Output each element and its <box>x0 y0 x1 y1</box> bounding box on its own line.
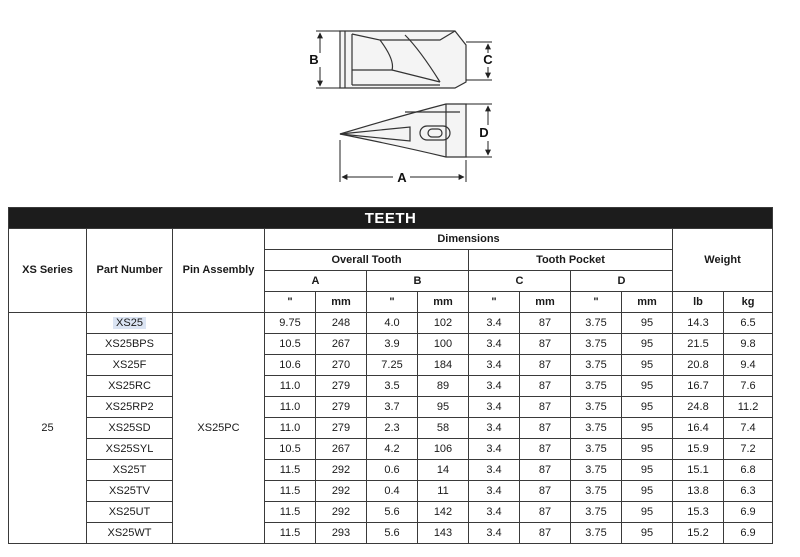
dimension-label-b: B <box>309 52 319 67</box>
value-cell-lb: 20.8 <box>673 355 724 376</box>
table-row <box>9 355 773 376</box>
header-tooth-pocket: Tooth Pocket <box>469 250 673 271</box>
value-cell-a-in: 11.5 <box>265 502 316 523</box>
value-cell-c-in: 3.4 <box>469 397 520 418</box>
value-cell-lb: 15.3 <box>673 502 724 523</box>
part-number-text: XS25SYL <box>105 442 154 455</box>
value-cell-d-in: 3.75 <box>571 376 622 397</box>
value-cell-c-mm: 87 <box>520 460 571 481</box>
part-number-text: XS25T <box>112 463 147 476</box>
value-cell-d-mm: 95 <box>622 313 673 334</box>
value-cell-c-mm: 87 <box>520 313 571 334</box>
value-cell-b-in: 2.3 <box>367 418 418 439</box>
header-d-inch: " <box>571 292 622 313</box>
value-cell-b-mm: 184 <box>418 355 469 376</box>
dimension-label-a: A <box>397 170 407 185</box>
value-cell-b-mm: 106 <box>418 439 469 460</box>
value-cell-c-in: 3.4 <box>469 460 520 481</box>
table-row <box>9 523 773 544</box>
value-cell-c-mm: 87 <box>520 439 571 460</box>
value-cell-a-mm: 293 <box>316 523 367 544</box>
value-cell-c-mm: 87 <box>520 397 571 418</box>
table-row <box>9 418 773 439</box>
value-cell-c-mm: 87 <box>520 481 571 502</box>
value-cell-d-mm: 95 <box>622 397 673 418</box>
value-cell-kg: 6.3 <box>724 481 773 502</box>
value-cell-c-in: 3.4 <box>469 355 520 376</box>
part-number-cell <box>87 523 173 544</box>
part-number-text: XS25UT <box>108 505 151 518</box>
value-cell-a-mm: 270 <box>316 355 367 376</box>
value-cell-b-mm: 58 <box>418 418 469 439</box>
value-cell-d-mm: 95 <box>622 376 673 397</box>
header-c-inch: " <box>469 292 520 313</box>
header-a-mm: mm <box>316 292 367 313</box>
tooth-top-view <box>340 31 466 88</box>
value-cell-d-in: 3.75 <box>571 334 622 355</box>
header-part-number: Part Number <box>87 229 173 313</box>
value-cell-b-mm: 142 <box>418 502 469 523</box>
part-number-text: XS25F <box>112 358 147 371</box>
table-title: TEETH <box>9 208 773 229</box>
header-xs-series: XS Series <box>9 229 87 313</box>
part-number-cell <box>87 397 173 418</box>
value-cell-d-mm: 95 <box>622 418 673 439</box>
value-cell-c-in: 3.4 <box>469 418 520 439</box>
header-kg: kg <box>724 292 773 313</box>
series-cell: 25 <box>9 313 87 544</box>
value-cell-b-in: 5.6 <box>367 502 418 523</box>
teeth-table <box>8 207 773 544</box>
part-number-text: XS25 <box>113 317 146 329</box>
part-number-cell <box>87 418 173 439</box>
value-cell-b-in: 3.5 <box>367 376 418 397</box>
value-cell-d-mm: 95 <box>622 334 673 355</box>
header-c: C <box>469 271 571 292</box>
value-cell-c-in: 3.4 <box>469 313 520 334</box>
header-a-inch: " <box>265 292 316 313</box>
value-cell-kg: 9.8 <box>724 334 773 355</box>
value-cell-d-in: 3.75 <box>571 313 622 334</box>
value-cell-b-in: 5.6 <box>367 523 418 544</box>
value-cell-c-mm: 87 <box>520 502 571 523</box>
value-cell-a-in: 10.6 <box>265 355 316 376</box>
value-cell-c-mm: 87 <box>520 523 571 544</box>
value-cell-lb: 16.4 <box>673 418 724 439</box>
value-cell-a-in: 11.0 <box>265 397 316 418</box>
value-cell-lb: 15.9 <box>673 439 724 460</box>
part-number-text: XS25RP2 <box>105 400 154 413</box>
value-cell-lb: 15.2 <box>673 523 724 544</box>
value-cell-d-mm: 95 <box>622 439 673 460</box>
value-cell-c-in: 3.4 <box>469 523 520 544</box>
table-row <box>9 439 773 460</box>
value-cell-kg: 7.4 <box>724 418 773 439</box>
value-cell-b-in: 7.25 <box>367 355 418 376</box>
pin-assembly-cell: XS25PC <box>173 313 265 544</box>
header-d-mm: mm <box>622 292 673 313</box>
header-b-mm: mm <box>418 292 469 313</box>
part-number-text: XS25BPS <box>105 337 154 350</box>
value-cell-b-mm: 143 <box>418 523 469 544</box>
value-cell-lb: 15.1 <box>673 460 724 481</box>
value-cell-c-mm: 87 <box>520 376 571 397</box>
table-row <box>9 313 773 334</box>
value-cell-a-mm: 292 <box>316 481 367 502</box>
value-cell-b-mm: 95 <box>418 397 469 418</box>
header-b: B <box>367 271 469 292</box>
value-cell-kg: 6.9 <box>724 523 773 544</box>
value-cell-a-mm: 267 <box>316 334 367 355</box>
value-cell-d-in: 3.75 <box>571 481 622 502</box>
header-pin-assembly: Pin Assembly <box>173 229 265 313</box>
value-cell-b-mm: 102 <box>418 313 469 334</box>
value-cell-c-in: 3.4 <box>469 439 520 460</box>
value-cell-a-in: 11.5 <box>265 460 316 481</box>
value-cell-a-in: 10.5 <box>265 439 316 460</box>
value-cell-a-in: 11.5 <box>265 523 316 544</box>
value-cell-lb: 21.5 <box>673 334 724 355</box>
value-cell-b-in: 3.9 <box>367 334 418 355</box>
value-cell-b-in: 3.7 <box>367 397 418 418</box>
part-number-text: XS25TV <box>109 484 150 497</box>
value-cell-a-mm: 279 <box>316 397 367 418</box>
value-cell-a-in: 9.75 <box>265 313 316 334</box>
table-row <box>9 397 773 418</box>
value-cell-b-in: 4.2 <box>367 439 418 460</box>
value-cell-c-in: 3.4 <box>469 481 520 502</box>
part-number-text: XS25RC <box>108 379 151 392</box>
value-cell-kg: 6.5 <box>724 313 773 334</box>
value-cell-a-mm: 248 <box>316 313 367 334</box>
value-cell-c-mm: 87 <box>520 334 571 355</box>
value-cell-c-mm: 87 <box>520 418 571 439</box>
value-cell-d-in: 3.75 <box>571 397 622 418</box>
value-cell-b-mm: 100 <box>418 334 469 355</box>
header-overall-tooth: Overall Tooth <box>265 250 469 271</box>
value-cell-kg: 6.8 <box>724 460 773 481</box>
value-cell-d-in: 3.75 <box>571 502 622 523</box>
table-body <box>9 313 773 544</box>
value-cell-b-mm: 11 <box>418 481 469 502</box>
value-cell-b-in: 0.4 <box>367 481 418 502</box>
dimension-label-d: D <box>479 125 489 140</box>
part-number-cell <box>87 439 173 460</box>
value-cell-lb: 14.3 <box>673 313 724 334</box>
value-cell-a-in: 10.5 <box>265 334 316 355</box>
value-cell-kg: 6.9 <box>724 502 773 523</box>
value-cell-b-mm: 14 <box>418 460 469 481</box>
part-number-cell <box>87 334 173 355</box>
value-cell-d-in: 3.75 <box>571 439 622 460</box>
value-cell-b-mm: 89 <box>418 376 469 397</box>
part-number-cell <box>87 376 173 397</box>
header-dimensions: Dimensions <box>265 229 673 250</box>
value-cell-c-in: 3.4 <box>469 334 520 355</box>
table-row <box>9 502 773 523</box>
value-cell-lb: 13.8 <box>673 481 724 502</box>
tooth-technical-drawing <box>0 0 800 200</box>
part-number-text: XS25SD <box>108 421 151 434</box>
value-cell-d-in: 3.75 <box>571 523 622 544</box>
value-cell-d-in: 3.75 <box>571 460 622 481</box>
value-cell-a-in: 11.0 <box>265 418 316 439</box>
value-cell-kg: 11.2 <box>724 397 773 418</box>
value-cell-c-in: 3.4 <box>469 502 520 523</box>
value-cell-kg: 7.2 <box>724 439 773 460</box>
value-cell-d-mm: 95 <box>622 481 673 502</box>
value-cell-a-mm: 292 <box>316 460 367 481</box>
value-cell-a-in: 11.0 <box>265 376 316 397</box>
value-cell-a-in: 11.5 <box>265 481 316 502</box>
part-number-cell <box>87 481 173 502</box>
value-cell-d-in: 3.75 <box>571 355 622 376</box>
value-cell-a-mm: 279 <box>316 376 367 397</box>
table-row <box>9 460 773 481</box>
header-lb: lb <box>673 292 724 313</box>
tooth-side-view <box>340 104 466 157</box>
dimension-label-c: C <box>483 52 493 67</box>
header-a: A <box>265 271 367 292</box>
header-b-inch: " <box>367 292 418 313</box>
value-cell-b-in: 4.0 <box>367 313 418 334</box>
value-cell-b-in: 0.6 <box>367 460 418 481</box>
value-cell-d-mm: 95 <box>622 502 673 523</box>
value-cell-d-mm: 95 <box>622 355 673 376</box>
value-cell-lb: 16.7 <box>673 376 724 397</box>
value-cell-d-mm: 95 <box>622 523 673 544</box>
table-row <box>9 481 773 502</box>
table-row <box>9 376 773 397</box>
value-cell-d-in: 3.75 <box>571 418 622 439</box>
header-c-mm: mm <box>520 292 571 313</box>
value-cell-a-mm: 279 <box>316 418 367 439</box>
value-cell-kg: 7.6 <box>724 376 773 397</box>
value-cell-lb: 24.8 <box>673 397 724 418</box>
header-d: D <box>571 271 673 292</box>
value-cell-d-mm: 95 <box>622 460 673 481</box>
part-number-cell <box>87 355 173 376</box>
header-weight: Weight <box>673 229 773 292</box>
value-cell-a-mm: 267 <box>316 439 367 460</box>
part-number-text: XS25WT <box>107 526 152 539</box>
part-number-cell <box>87 502 173 523</box>
part-number-cell <box>87 313 173 334</box>
value-cell-a-mm: 292 <box>316 502 367 523</box>
table-row <box>9 334 773 355</box>
value-cell-c-mm: 87 <box>520 355 571 376</box>
value-cell-c-in: 3.4 <box>469 376 520 397</box>
part-number-cell <box>87 460 173 481</box>
value-cell-kg: 9.4 <box>724 355 773 376</box>
